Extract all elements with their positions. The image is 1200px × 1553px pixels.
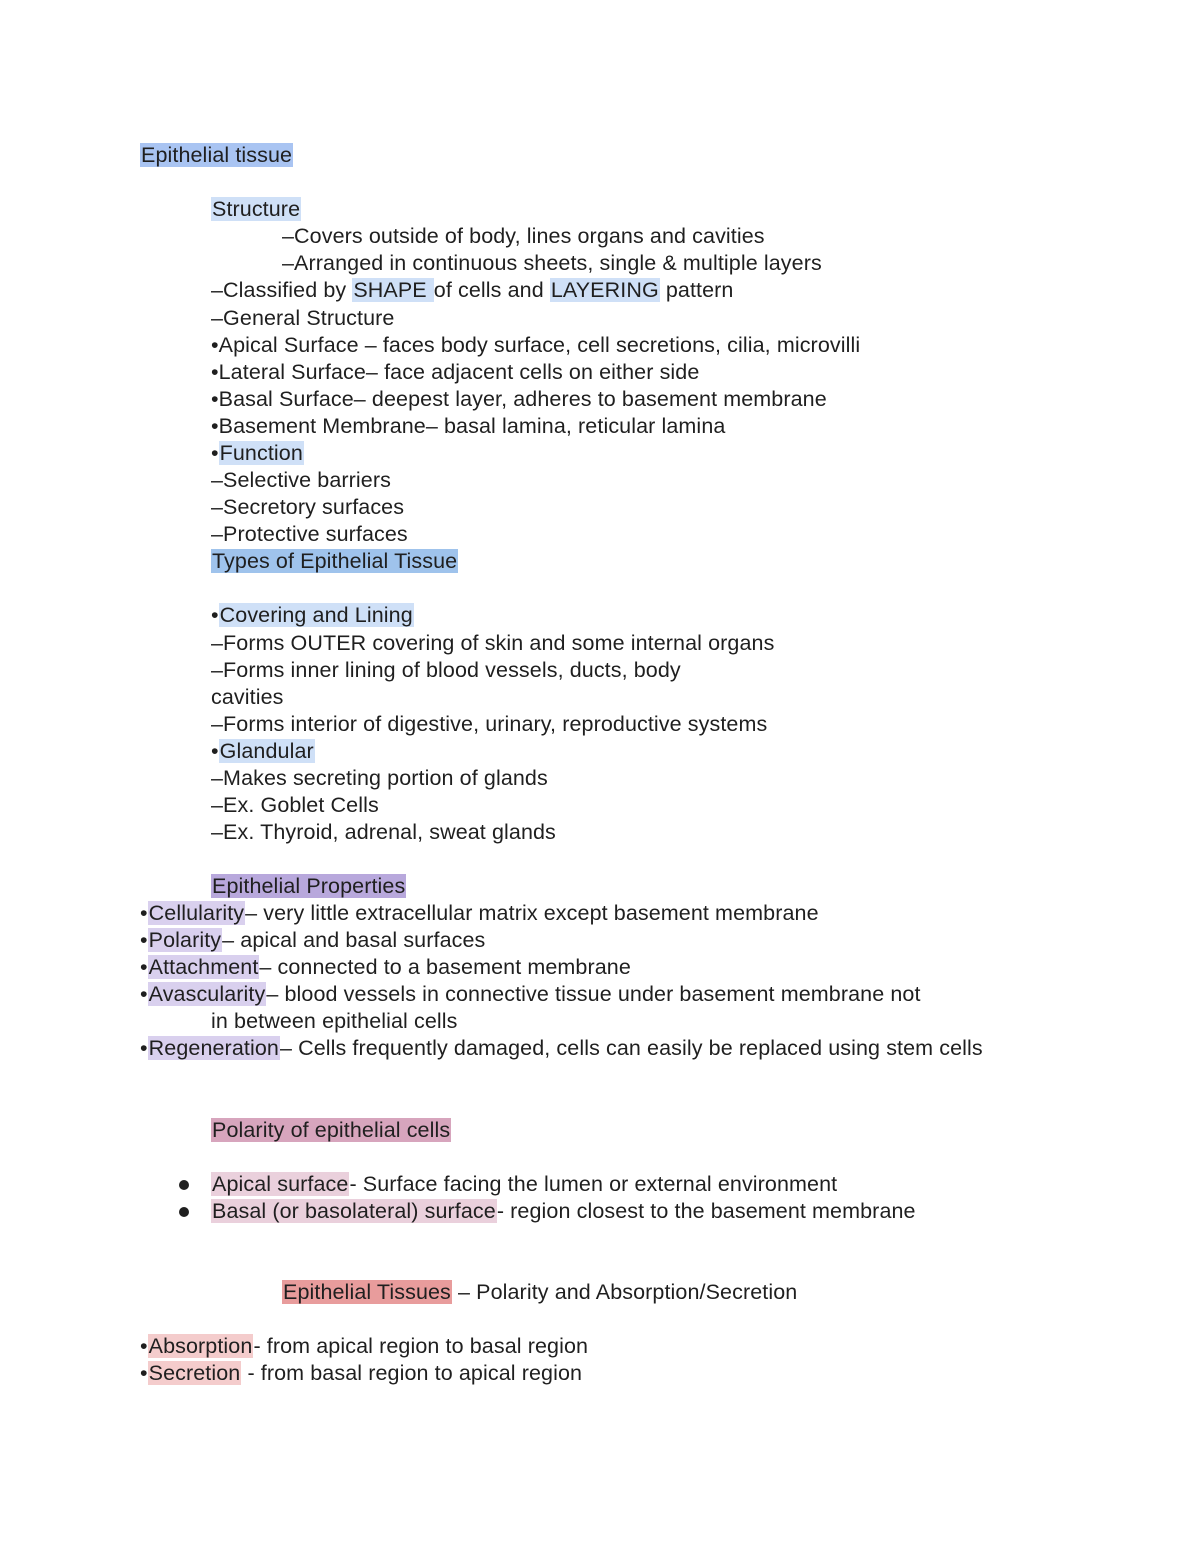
absorption-heading-rest: – Polarity and Absorption/Secretion: [451, 1280, 798, 1304]
document-title: [140, 142, 293, 169]
bullet: •: [140, 901, 148, 925]
function-item: –Selective barriers: [211, 468, 391, 492]
property-item-cont: in between epithelial cells: [211, 1009, 458, 1033]
property-desc: – blood vessels in connective tissue under basement membrane not: [266, 982, 921, 1006]
bullet: •: [140, 1334, 148, 1358]
absorption-item: [140, 1360, 582, 1387]
function-item: –Protective surfaces: [211, 522, 408, 546]
title-highlight: Epithelial tissue: [141, 143, 293, 167]
structure-line: •Apical Surface – faces body surface, cell secretions, cilia, microvilli: [211, 333, 861, 357]
property-item: [140, 1035, 983, 1062]
property-item: [140, 900, 819, 927]
bullet-dot: [179, 1207, 189, 1217]
function-line: [211, 440, 304, 467]
property-desc: – connected to a basement membrane: [259, 955, 631, 979]
polarity-term: Basal (or basolateral) surface: [212, 1199, 496, 1223]
absorption-heading-text: Epithelial Tissues: [283, 1280, 451, 1304]
text-run: –Classified by: [211, 278, 353, 302]
structure-line: –Covers outside of body, lines organs and cavities: [282, 224, 765, 248]
property-term: Polarity: [148, 928, 222, 952]
covering-highlight: Covering and Lining: [219, 603, 413, 627]
covering-item: –Forms OUTER covering of skin and some internal organs: [211, 631, 775, 655]
function-item: –Secretory surfaces: [211, 495, 405, 519]
covering-item-cont: cavities: [211, 685, 284, 709]
structure-line: –General Structure: [211, 306, 395, 330]
glandular-item: –Makes secreting portion of glands: [211, 766, 548, 790]
glandular-item: –Ex. Thyroid, adrenal, sweat glands: [211, 820, 556, 844]
property-item: [140, 954, 631, 981]
bullet: •: [140, 1361, 148, 1385]
property-term: Avascularity: [148, 982, 266, 1006]
polarity-heading-text: Polarity of epithelial cells: [212, 1118, 451, 1142]
properties-heading-text: Epithelial Properties: [212, 874, 406, 898]
bullet: •: [211, 441, 219, 465]
layering-highlight: LAYERING: [550, 278, 659, 302]
absorption-term: Absorption: [148, 1334, 253, 1358]
structure-heading: [211, 196, 301, 223]
bullet: •: [140, 928, 148, 952]
function-highlight: Function: [219, 441, 303, 465]
property-item: [140, 981, 921, 1008]
bullet: •: [211, 739, 219, 763]
bullet-dot: [179, 1180, 189, 1190]
glandular-item: –Ex. Goblet Cells: [211, 793, 379, 817]
structure-line: •Lateral Surface– face adjacent cells on either side: [211, 360, 700, 384]
polarity-item: [211, 1171, 837, 1198]
properties-heading: [211, 873, 406, 900]
structure-heading-text: Structure: [212, 197, 301, 221]
types-heading: [211, 548, 458, 575]
property-item: [140, 927, 485, 954]
structure-line: •Basal Surface– deepest layer, adheres to basement membrane: [211, 387, 827, 411]
structure-line-classified: [211, 277, 734, 304]
covering-item: –Forms interior of digestive, urinary, reproductive systems: [211, 712, 768, 736]
structure-line: •Basement Membrane– basal lamina, reticular lamina: [211, 414, 726, 438]
polarity-heading: [211, 1117, 451, 1144]
absorption-item: [140, 1333, 588, 1360]
bullet: •: [211, 603, 219, 627]
structure-line: –Arranged in continuous sheets, single & multiple layers: [282, 251, 822, 275]
absorption-term: Secretion: [148, 1361, 241, 1385]
absorption-heading: [282, 1279, 797, 1306]
polarity-desc: - Surface facing the lumen or external environment: [349, 1172, 838, 1196]
bullet: •: [140, 1036, 148, 1060]
bullet: •: [140, 955, 148, 979]
property-desc: – very little extracellular matrix except basement membrane: [245, 901, 819, 925]
property-term: Regeneration: [148, 1036, 279, 1060]
covering-line: [211, 602, 414, 629]
polarity-item: [211, 1198, 916, 1225]
text-run: of cells and: [433, 278, 550, 302]
property-term: Cellularity: [148, 901, 245, 925]
polarity-desc: - region closest to the basement membrane: [496, 1199, 916, 1223]
property-term: Attachment: [148, 955, 259, 979]
types-heading-text: Types of Epithelial Tissue: [212, 549, 458, 573]
bullet: •: [140, 982, 148, 1006]
property-desc: – apical and basal surfaces: [222, 928, 486, 952]
absorption-desc: - from basal region to apical region: [241, 1361, 583, 1385]
property-desc: – Cells frequently damaged, cells can easily be replaced using stem cells: [279, 1036, 983, 1060]
shape-highlight: SHAPE: [353, 278, 433, 302]
text-run: pattern: [659, 278, 734, 302]
glandular-line: [211, 738, 315, 765]
polarity-term: Apical surface: [212, 1172, 349, 1196]
glandular-highlight: Glandular: [219, 739, 314, 763]
covering-item: –Forms inner lining of blood vessels, ducts, body: [211, 658, 681, 682]
absorption-desc: - from apical region to basal region: [253, 1334, 589, 1358]
